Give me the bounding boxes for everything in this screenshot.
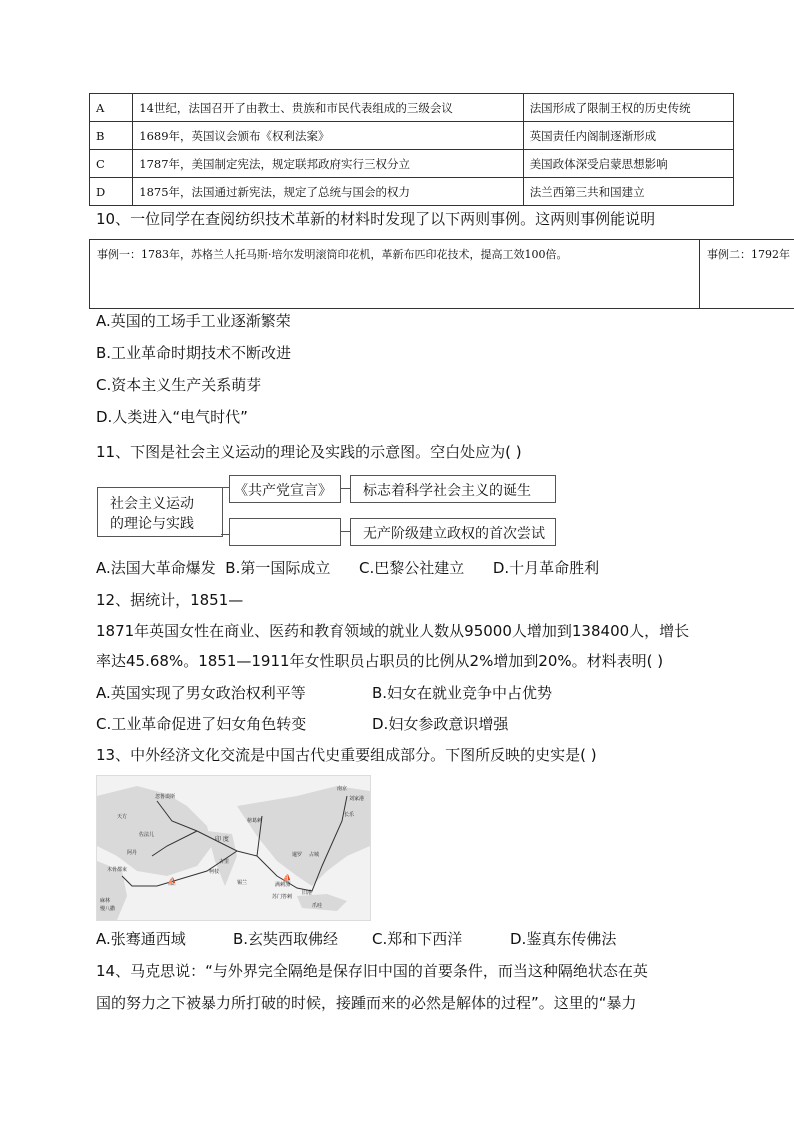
map-label: 满剌加	[275, 882, 291, 888]
map-svg	[97, 776, 370, 920]
q12-line3: 率达45.68%。1851—1911年女性职员占职员的比例从2%增加到20%。材料表明( )	[96, 652, 664, 670]
map-label: 佐法儿	[139, 832, 155, 838]
table-row	[90, 122, 734, 150]
diagram-top-mid-box	[229, 475, 341, 503]
map-label: 刘家港	[349, 796, 365, 802]
q13-option-c: C.郑和下西洋	[372, 930, 463, 948]
map-label: 麻林	[100, 898, 111, 904]
diagram-bottom-right-text: 无产阶级建立政权的首次尝试	[363, 526, 545, 542]
map-label: 旧港	[302, 890, 313, 896]
q12-line2: 1871年英国女性在商业、医药和教育领域的就业人数从95000人增加到138400人，增长	[96, 622, 690, 640]
example-2-text: 事例二：1792年	[707, 248, 790, 261]
diagram-blank-box	[229, 518, 341, 546]
row-letter: C	[90, 150, 133, 178]
row-result: 美国政体深受启蒙思想影响	[523, 150, 733, 178]
map-label: 古里	[219, 859, 230, 865]
row-result: 法兰西第三共和国建立	[523, 178, 733, 206]
map-label: 榜葛剌	[247, 818, 263, 824]
q11-stem: 11、下图是社会主义运动的理论及实践的示意图。空白处应为( )	[96, 443, 522, 461]
q13-option-b: B.玄奘西取佛经	[233, 930, 339, 948]
diagram-root-box	[97, 487, 223, 537]
map-label: 木骨都束	[107, 867, 128, 873]
q13-option-a: A.张骞通西域	[96, 930, 186, 948]
map-label: 长乐	[344, 812, 355, 818]
diagram-top-right-text: 标志着科学社会主义的诞生	[363, 483, 531, 499]
q10-option-a: A.英国的工场手工业逐渐繁荣	[96, 312, 291, 330]
q14-line2: 国的努力之下被暴力所打破的时候，接踵而来的必然是解体的过程”。这里的“暴力	[96, 994, 637, 1012]
map-label: 阿丹	[127, 850, 138, 856]
q12-option-c: C.工业革命促进了妇女角色转变	[96, 715, 307, 733]
map-label: 天方	[117, 814, 128, 820]
row-letter: A	[90, 94, 133, 122]
zheng-he-route-map	[96, 775, 371, 921]
q12-option-b: B.妇女在就业竞争中占优势	[372, 684, 553, 702]
map-label: 印 度	[215, 836, 229, 843]
table-row	[90, 178, 734, 206]
map-label: 爪哇	[312, 903, 323, 909]
map-label: 锡兰	[237, 880, 248, 886]
diagram-top-right-box	[350, 475, 556, 503]
diagram-bottom-right-box	[350, 518, 556, 546]
q9-options-table	[89, 93, 734, 206]
q12-option-d: D.妇女参政意识增强	[372, 715, 509, 733]
q11-options: A.法国大革命爆发 B.第一国际成立 C.巴黎公社建立 D.十月革命胜利	[96, 559, 600, 577]
map-label: 苏门答剌	[272, 894, 293, 900]
connector	[221, 534, 229, 535]
q10-option-c: C.资本主义生产关系萌芽	[96, 376, 262, 394]
connector	[340, 488, 350, 489]
q10-option-d: D.人类进入“电气时代”	[96, 408, 248, 426]
diagram-root-line1: 社会主义运动	[110, 496, 194, 512]
row-event: 1875年，法国通过新宪法，规定了总统与国会的权力	[133, 178, 523, 206]
row-letter: D	[90, 178, 133, 206]
map-label: 占城	[309, 852, 320, 858]
svg-text:⛵: ⛵	[282, 874, 292, 883]
connector	[340, 531, 350, 532]
map-label: 慢八撒	[100, 906, 116, 912]
map-label: 柯枝	[209, 869, 220, 875]
diagram-top-mid-text: 《共产党宣言》	[234, 483, 332, 499]
q13-option-d: D.鉴真东传佛法	[510, 930, 617, 948]
row-event: 1787年，美国制定宪法，规定联邦政府实行三权分立	[133, 150, 523, 178]
table-row	[90, 150, 734, 178]
diagram-root-line2: 的理论与实践	[110, 516, 194, 532]
q12-line1: 12、据统计，1851—	[96, 591, 244, 609]
q10-stem: 10、一位同学在查阅纺织技术革新的材料时发现了以下两则事例。这两则事例能说明	[96, 210, 656, 228]
map-label: 南京	[337, 786, 348, 792]
example-1-text: 事例一：1783年，苏格兰人托马斯·培尔发明滚筒印花机，革新布匹印花技术，提高工效100倍。	[97, 248, 568, 261]
q10-option-b: B.工业革命时期技术不断改进	[96, 344, 292, 362]
map-label: 暹罗	[292, 852, 303, 858]
map-label: 忽鲁谟斯	[155, 794, 176, 800]
table-row	[90, 94, 734, 122]
q12-option-a: A.英国实现了男女政治权利平等	[96, 684, 306, 702]
q14-line1: 14、马克思说：“与外界完全隔绝是保存旧中国的首要条件，而当这种隔绝状态在英	[96, 962, 648, 980]
row-result: 法国形成了限制王权的历史传统	[523, 94, 733, 122]
svg-text:⛵: ⛵	[167, 877, 177, 886]
q13-stem: 13、中外经济文化交流是中国古代史重要组成部分。下图所反映的史实是( )	[96, 746, 597, 764]
connector	[221, 487, 229, 488]
example-cell-1	[90, 240, 700, 308]
row-letter: B	[90, 122, 133, 150]
row-event: 14世纪，法国召开了由教士、贵族和市民代表组成的三级会议	[133, 94, 523, 122]
row-event: 1689年，英国议会颁布《权利法案》	[133, 122, 523, 150]
row-result: 英国责任内阁制逐渐形成	[523, 122, 733, 150]
q10-examples-table	[89, 239, 794, 309]
